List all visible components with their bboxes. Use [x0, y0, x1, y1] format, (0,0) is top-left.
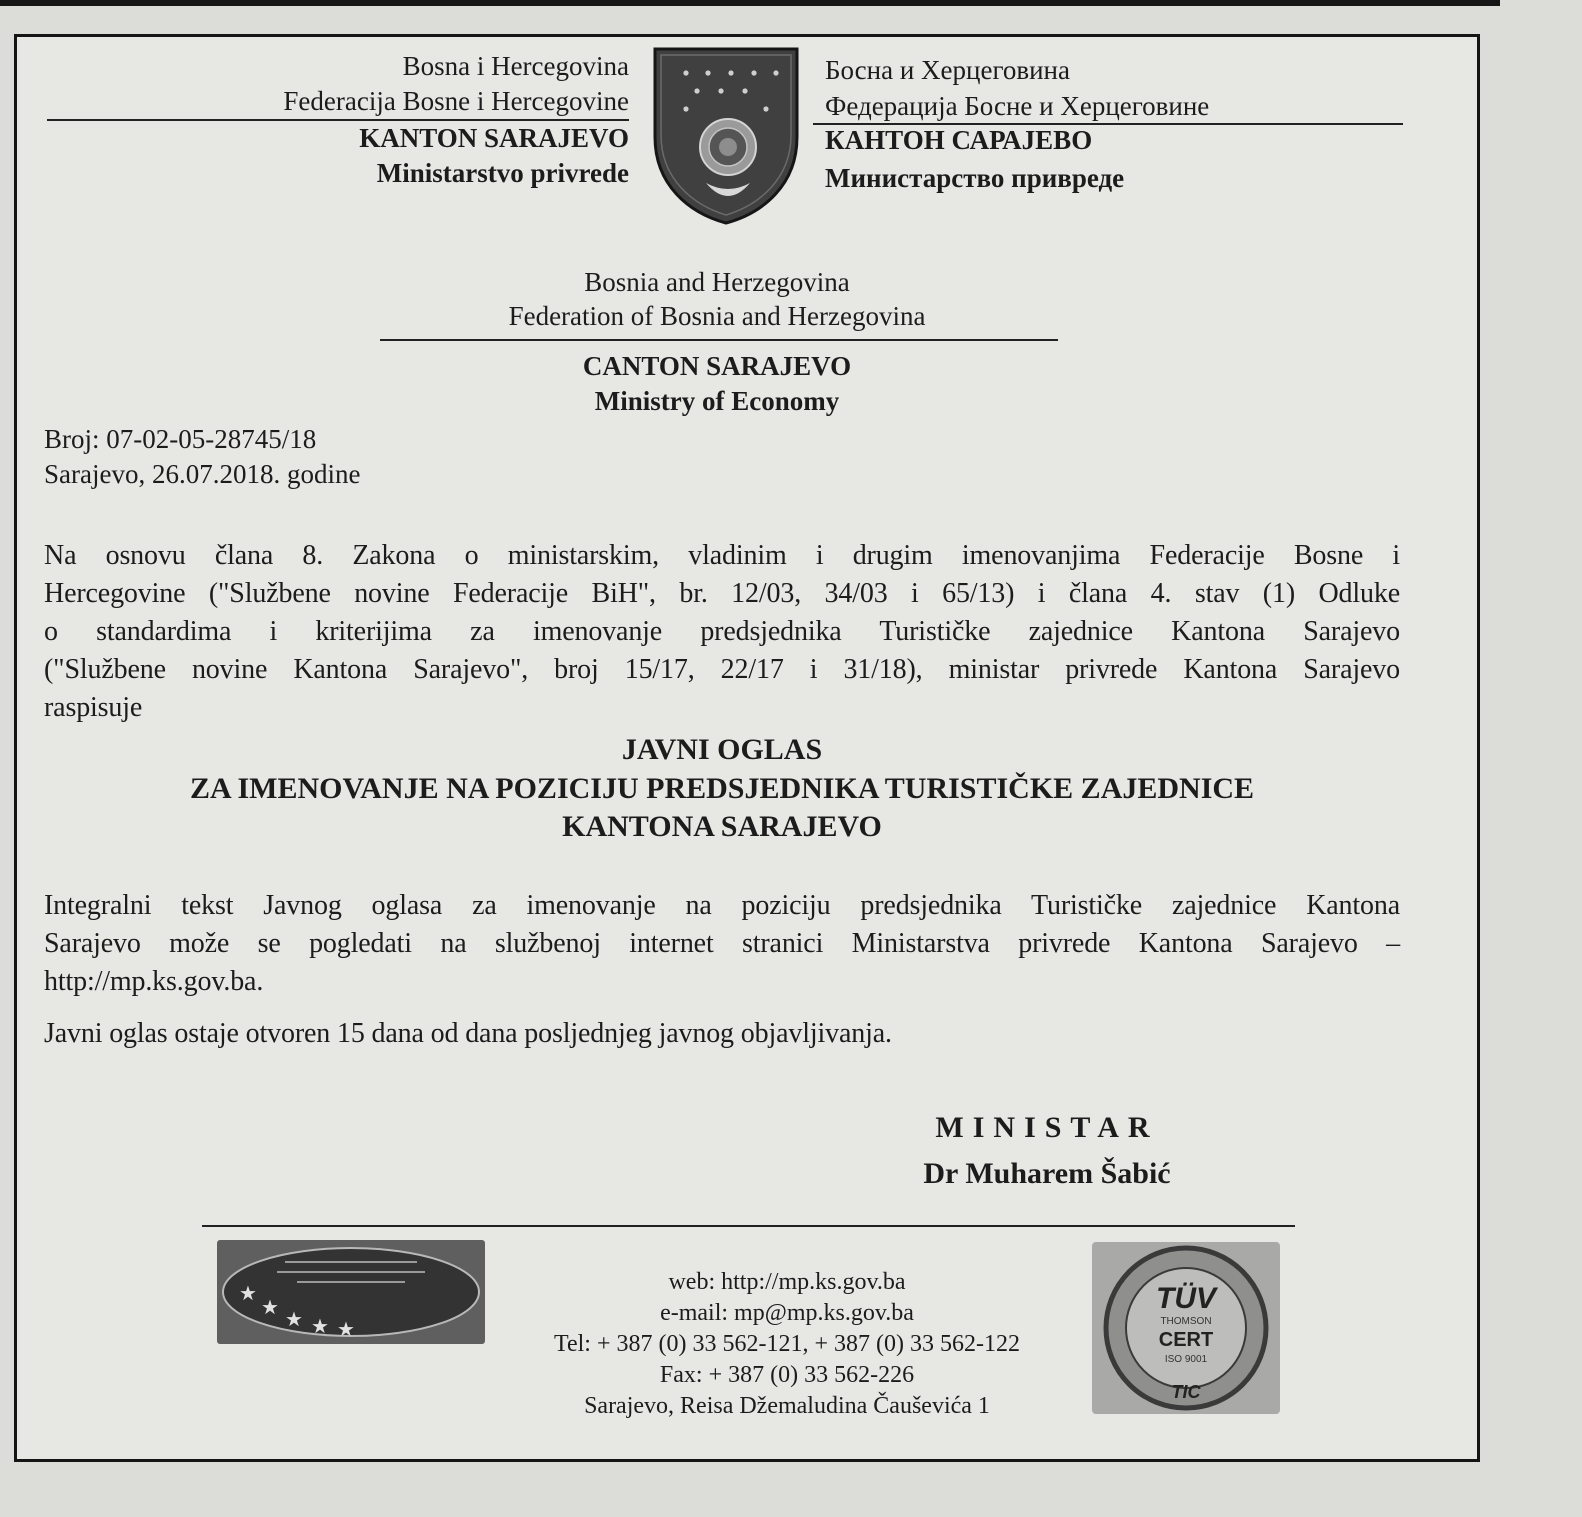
header-left-line2: Federacija Bosne i Hercegovine	[283, 86, 629, 116]
integral-line: Sarajevo može se pogledati na službenoj internet stranici Ministarstva privrede Kantona Sarajevo –	[44, 928, 1400, 959]
contact-phone: Tel: + 387 (0) 33 562-121, + 387 (0) 33 562-122	[554, 1331, 1020, 1357]
announcement-title-line1: JAVNI OGLAS	[621, 733, 823, 766]
intro-line: ("Službene novine Kantona Sarajevo", broj 15/17, 22/17 i 31/18), ministar privrede Kantona Sarajevo	[44, 654, 1400, 685]
intro-line: Hercegovine ("Službene novine Federacije BiH", br. 12/03, 34/03 i 65/13) i člana 4. stav (1) Odluke	[44, 578, 1400, 609]
contact-web: web: http://mp.ks.gov.ba	[668, 1269, 906, 1295]
header-right-line1: Босна и Херцеговина	[825, 55, 1070, 85]
open-notice: Javni oglas ostaje otvoren 15 dana od dana posljednjeg javnog objavljivanja.	[44, 1018, 892, 1049]
svg-text:★: ★	[261, 1295, 279, 1319]
tuv-cert-seal	[1092, 1242, 1280, 1414]
place-and-date: Sarajevo, 26.07.2018. godine	[44, 459, 361, 489]
contact-address: Sarajevo, Reisa Džemaludina Čauševića 1	[584, 1393, 990, 1419]
header-center-line3: CANTON SARAJEVO	[582, 351, 852, 381]
quality-badge-graphic	[217, 1240, 485, 1344]
header-center-line2: Federation of Bosnia and Herzegovina	[508, 301, 926, 331]
integral-line: Integralni tekst Javnog oglasa za imenovanje na poziciju predsjednika Turističke zajednice Kantona	[44, 890, 1400, 921]
announcement-frame	[14, 34, 1480, 1462]
announcement-title-line2: ZA IMENOVANJE NA POZICIJU PREDSJEDNIKA TURISTIČKE ZAJEDNICE	[189, 772, 1255, 805]
signature-role: MINISTAR	[935, 1111, 1159, 1144]
tuv-brand-text: TÜV	[1156, 1282, 1216, 1315]
tuv-tic-text: TIC	[1171, 1382, 1201, 1402]
contact-email: e-mail: mp@mp.ks.gov.ba	[660, 1300, 914, 1326]
signature-name: Dr Muharem Šabić	[923, 1157, 1171, 1190]
quality-badge	[217, 1240, 485, 1344]
top-rule	[0, 0, 1500, 6]
tuv-iso-text: ISO 9001	[1164, 1354, 1208, 1365]
header-left-line3: KANTON SARAJEVO	[359, 123, 629, 153]
tuv-thomson-text: THOMSON	[1160, 1316, 1212, 1327]
header-right-line4: Министарство привреде	[825, 163, 1125, 193]
header-center-divider	[380, 339, 1058, 341]
footer-divider	[202, 1225, 1295, 1227]
svg-text:★: ★	[285, 1307, 303, 1331]
tuv-cert-badge	[1092, 1242, 1280, 1414]
header-right-line3: КАНТОН САРАЈЕВО	[825, 125, 1093, 155]
header-left-line4: Ministarstvo privrede	[376, 158, 629, 188]
announcement-title-line3: KANTONA SARAJEVO	[562, 810, 882, 843]
header-right-line2: Федерација Босне и Херцеговине	[825, 91, 1210, 121]
header-center-line4: Ministry of Economy	[594, 386, 840, 416]
header-center-line1: Bosnia and Herzegovina	[584, 267, 850, 297]
integral-line: http://mp.ks.gov.ba.	[44, 966, 264, 997]
coat-of-arms-emblem	[651, 45, 801, 227]
document-number: Broj: 07-02-05-28745/18	[44, 424, 317, 454]
svg-text:★: ★	[337, 1317, 355, 1341]
svg-text:★: ★	[311, 1314, 329, 1338]
contact-fax: Fax: + 387 (0) 33 562-226	[659, 1362, 915, 1388]
intro-line: o standardima i kriterijima za imenovanje predsjednika Turističke zajednice Kantona Sarajevo	[44, 616, 1400, 647]
integral-text-paragraph	[44, 887, 1400, 1001]
intro-line: raspisuje	[44, 692, 143, 723]
intro-line: Na osnovu člana 8. Zakona o ministarskim, vladinim i drugim imenovanjima Federacije Bosne i	[44, 540, 1400, 571]
header-left-line1: Bosna i Hercegovina	[402, 51, 629, 81]
svg-text:★: ★	[239, 1281, 257, 1305]
tuv-cert-text: CERT	[1158, 1329, 1214, 1351]
intro-paragraph	[44, 537, 1400, 727]
